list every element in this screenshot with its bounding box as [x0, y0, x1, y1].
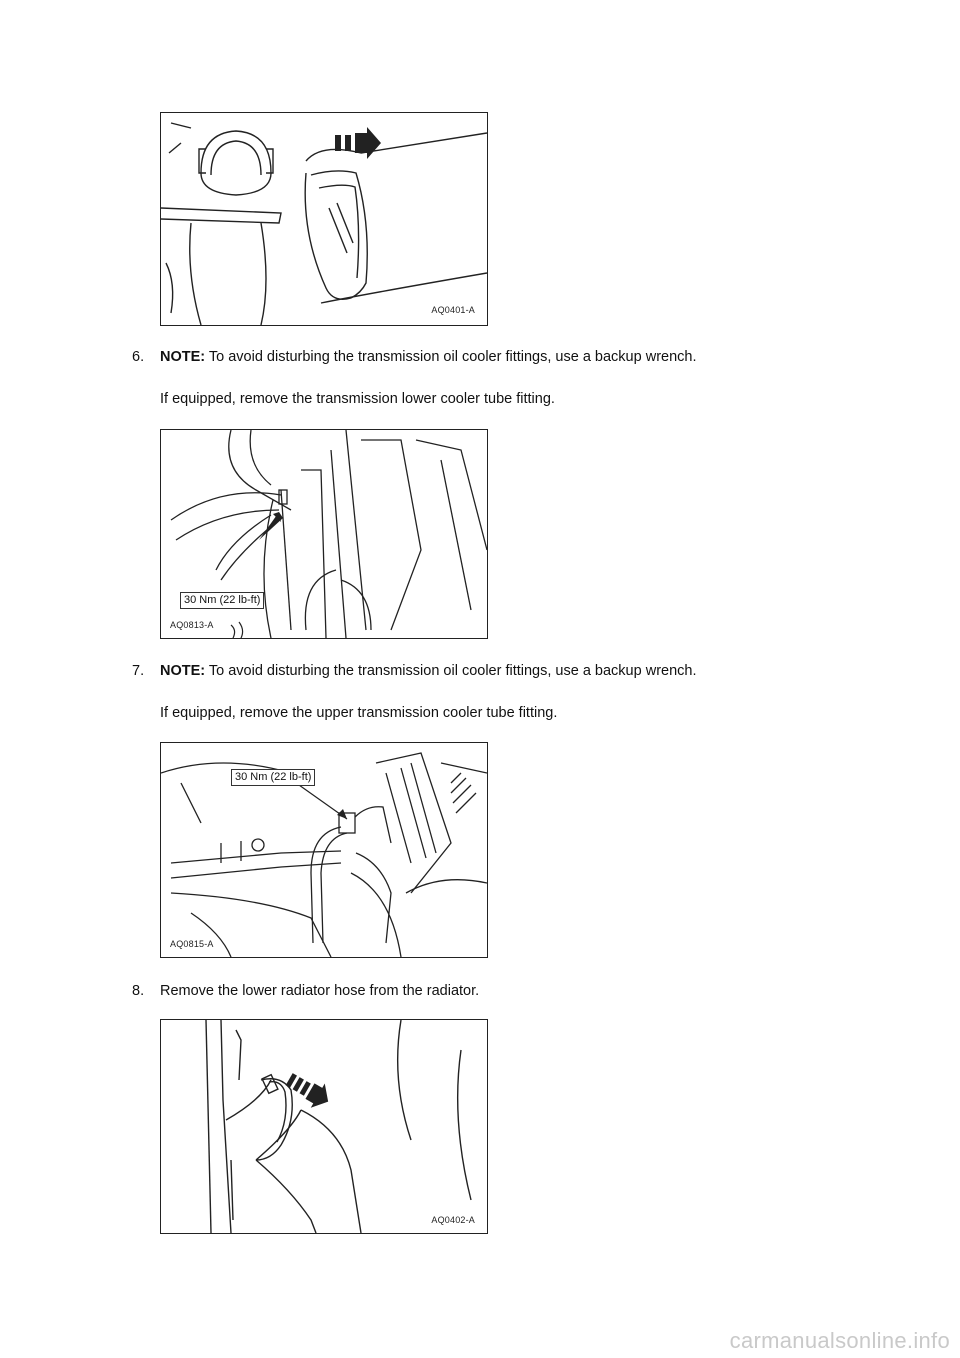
upper-cooler-tube-illustration — [161, 743, 487, 957]
note-text: To avoid disturbing the transmission oil cooler fittings, use a backup wrench. — [205, 349, 697, 365]
note-label: NOTE: — [160, 663, 206, 679]
step-8 — [132, 982, 832, 1002]
pull-direction-arrow-icon — [335, 127, 381, 159]
step-number: 6. — [132, 349, 145, 365]
torque-label: 30 Nm (22 lb-ft) — [231, 769, 315, 786]
figure-lower-radiator-hose — [160, 1019, 488, 1234]
step-7 — [132, 662, 832, 726]
figure-hose-clamp-upper — [160, 112, 488, 326]
step-note — [160, 348, 697, 366]
step-instruction: Remove the lower radiator hose from the radiator. — [160, 983, 480, 999]
figure-upper-cooler-tube — [160, 742, 488, 958]
step-instruction: If equipped, remove the transmission lower cooler tube fitting. — [160, 391, 555, 407]
torque-label: 30 Nm (22 lb-ft) — [180, 592, 264, 609]
hose-clamp-illustration — [161, 113, 487, 325]
note-text: To avoid disturbing the transmission oil cooler fittings, use a backup wrench. — [205, 663, 697, 679]
step-number: 7. — [132, 663, 145, 679]
pull-direction-arrow-icon — [282, 1067, 335, 1114]
step-instruction: If equipped, remove the upper transmission cooler tube fitting. — [160, 705, 558, 721]
lower-radiator-hose-illustration — [161, 1020, 487, 1233]
figure-code: AQ0813-A — [170, 620, 214, 630]
step-note — [160, 662, 697, 680]
step-6 — [132, 348, 832, 412]
note-label: NOTE: — [160, 349, 206, 365]
step-number: 8. — [132, 983, 145, 999]
figure-lower-cooler-tube — [160, 429, 488, 639]
figure-code: AQ0815-A — [170, 939, 214, 949]
watermark: carmanualsonline.info — [729, 1328, 950, 1353]
figure-code: AQ0402-A — [431, 1215, 475, 1225]
figure-code: AQ0401-A — [431, 305, 475, 315]
